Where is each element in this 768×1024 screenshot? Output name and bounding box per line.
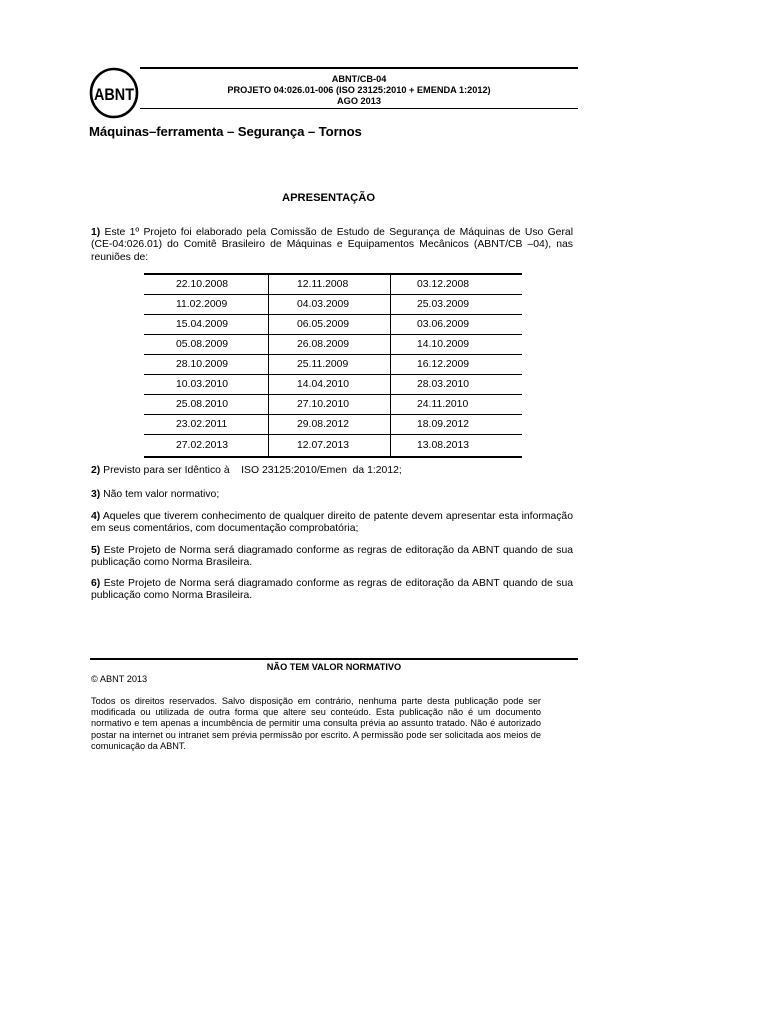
table-cell: 13.08.2013 — [391, 435, 523, 458]
footer-rule — [90, 658, 578, 660]
table-cell: 27.10.2010 — [269, 395, 391, 415]
table-cell: 04.03.2009 — [269, 295, 391, 315]
table-cell: 06.05.2009 — [269, 315, 391, 335]
table-row — [144, 355, 522, 375]
table-cell: 22.10.2008 — [144, 274, 269, 295]
table-cell: 29.08.2012 — [269, 415, 391, 435]
svg-text:ABNT: ABNT — [94, 85, 135, 104]
committee-code: ABNT/CB-04 — [331, 74, 387, 84]
table-cell: 25.08.2010 — [144, 395, 269, 415]
document-title: Máquinas–ferramenta – Segurança – Tornos — [89, 124, 362, 139]
copyright: © ABNT 2013 — [91, 674, 148, 684]
table-row — [144, 295, 522, 315]
table-cell: 14.10.2009 — [391, 335, 523, 355]
table-cell: 25.03.2009 — [391, 295, 523, 315]
section-heading: APRESENTAÇÃO — [282, 192, 376, 204]
table-cell: 03.12.2008 — [391, 274, 523, 295]
table-cell: 28.03.2010 — [391, 375, 523, 395]
footer-normative-label: NÃO TEM VALOR NORMATIVO — [266, 662, 402, 672]
table-cell: 03.06.2009 — [391, 315, 523, 335]
item-1: 1) Este 1º Projeto foi elaborado pela Comissão de Estudo de Segurança de Máquinas de Uso Geral (CE-04:026.01) do Comitê Brasileiro de Máquinas e Equipamentos Mecânicos (ABNT/CB –04), nas reuniões de: — [91, 227, 573, 263]
item-3: 3) Não tem valor normativo; — [91, 489, 220, 500]
table-cell: 27.02.2013 — [144, 435, 269, 458]
rights-notice: Todos os direitos reservados. Salvo disposição em contrário, nenhuma parte desta publicação pode ser modificada ou utilizada de outra forma que altere seu conteúdo. Esta publicação não é um documento normativo e tem apenas a incumbência de permitir uma consulta prévia ao assunto tratado. Não é autorizado postar na internet ou intranet sem prévia permissão por escrito. A permissão pode ser solicitada aos meios de comunicação da ABNT. — [91, 696, 541, 751]
project-date: AGO 2013 — [337, 96, 381, 106]
abnt-logo — [89, 67, 139, 119]
item-6: 6) Este Projeto de Norma será diagramado conforme as regras de editoração da ABNT quando de sua publicação como Norma Brasileira. — [91, 578, 573, 602]
header-top-rule — [140, 67, 578, 69]
table-cell: 26.08.2009 — [269, 335, 391, 355]
table-cell: 28.10.2009 — [144, 355, 269, 375]
table-cell: 23.02.2011 — [144, 415, 269, 435]
table-row — [144, 335, 522, 355]
table-cell: 11.02.2009 — [144, 295, 269, 315]
table-cell: 16.12.2009 — [391, 355, 523, 375]
item-5: 5) Este Projeto de Norma será diagramado conforme as regras de editoração da ABNT quando de sua publicação como Norma Brasileira. — [91, 545, 573, 569]
header-bottom-rule — [140, 108, 578, 109]
item-4: 4) Aqueles que tiverem conhecimento de qualquer direito de patente devem apresentar esta informação em seus comentários, com documentação comprobatória; — [91, 511, 573, 535]
table-cell: 05.08.2009 — [144, 335, 269, 355]
table-cell: 15.04.2009 — [144, 315, 269, 335]
project-code: PROJETO 04:026.01-006 (ISO 23125:2010 + EMENDA 1:2012) — [227, 85, 491, 95]
table-row — [144, 315, 522, 335]
table-cell: 25.11.2009 — [269, 355, 391, 375]
table-cell: 24.11.2010 — [391, 395, 523, 415]
table-row — [144, 395, 522, 415]
item-2: 2) Previsto para ser Idêntico à ISO 23125:2010/Emen da 1:2012; — [91, 465, 402, 476]
table-cell: 12.11.2008 — [269, 274, 391, 295]
table-row — [144, 274, 522, 295]
table-cell: 10.03.2010 — [144, 375, 269, 395]
table-cell: 14.04.2010 — [269, 375, 391, 395]
meeting-dates-table — [144, 273, 522, 458]
table-row — [144, 375, 522, 395]
document-header — [140, 74, 578, 107]
table-row — [144, 435, 522, 458]
table-cell: 18.09.2012 — [391, 415, 523, 435]
table-row — [144, 415, 522, 435]
table-cell: 12.07.2013 — [269, 435, 391, 458]
